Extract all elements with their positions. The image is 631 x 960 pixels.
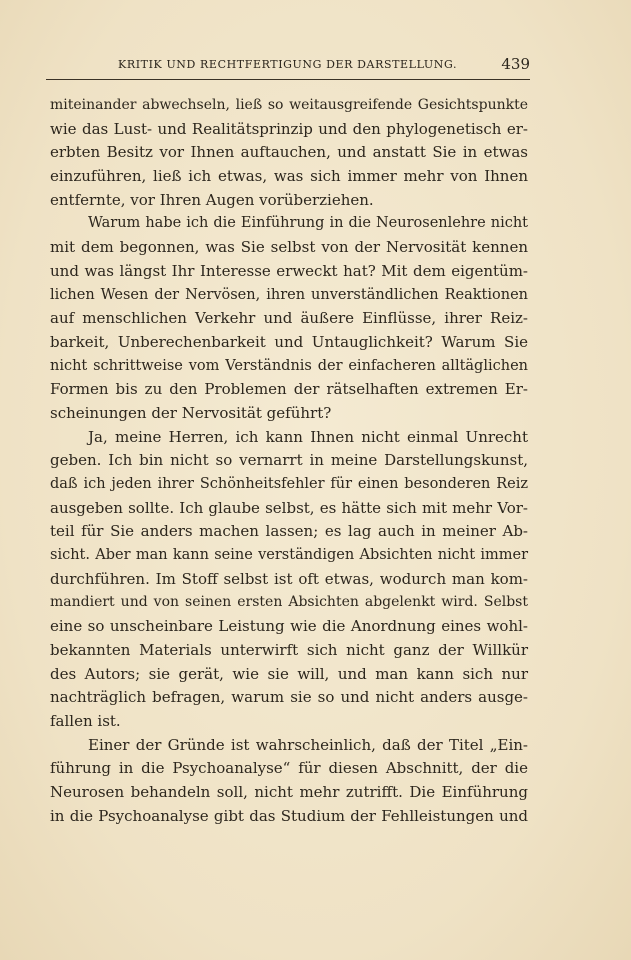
text-line: durchführen. Im Stoff selbst ist oft etwas, wodurch man kom- [50,569,528,588]
text-line: in die Psychoanalyse gibt das Studium der Fehlleistungen und [50,806,528,825]
text-line: sicht. Aber man kann seine verständigen Absichten nicht immer [50,547,528,564]
text-line: Neurosen behandeln soll, nicht mehr zutrifft. Die Einführung [50,782,528,801]
text-line: geben. Ich bin nicht so vernarrt in meine Darstellungskunst, [50,451,528,470]
body-text [50,94,528,828]
text-line: barkeit, Unberechenbarkeit und Untauglichkeit? Warum Sie [50,332,528,351]
text-line: des Autors; sie gerät, wie sie will, und man kann sich nur [50,664,528,683]
text-line: nachträglich befragen, warum sie so und nicht anders ausge- [50,688,528,707]
text-line: ausgeben sollte. Ich glaube selbst, es hätte sich mit mehr Vor- [50,498,528,517]
text-line: führung in die Psychoanalyse“ für diesen Abschnitt, der die [50,759,528,778]
text-line: einzuführen, ließ ich etwas, was sich immer mehr von Ihnen [50,167,528,186]
text-line: teil für Sie anders machen lassen; es lag auch in meiner Ab- [50,522,528,541]
text-line: wie das Lust- und Realitätsprinzip und den phylogenetisch er- [50,119,528,138]
text-line: Ja, meine Herren, ich kann Ihnen nicht einmal Unrecht [88,427,528,446]
text-line: miteinander abwechseln, ließ so weitausgreifende Gesichtspunkte [50,97,528,113]
text-line: und was längst Ihr Interesse erweckt hat? Mit dem eigentüm- [50,261,528,280]
page-number: 439 [501,55,530,73]
text-line: Einer der Gründe ist wahrscheinlich, daß der Titel „Ein- [88,735,528,754]
text-line: eine so unscheinbare Leistung wie die Anordnung eines wohl- [50,617,528,636]
text-line: lichen Wesen der Nervösen, ihren unverständlichen Reaktionen [50,286,528,303]
text-line: erbten Besitz vor Ihnen auftauchen, und anstatt Sie in etwas [50,143,528,162]
text-line: mit dem begonnen, was Sie selbst von der Nervosität kennen [50,238,528,257]
running-title: KRITIK UND RECHTFERTIGUNG DER DARSTELLUNG. [118,58,458,71]
running-header [46,55,530,78]
text-line: nicht schrittweise vom Verständnis der einfacheren alltäglichen [50,357,528,374]
text-line: auf menschlichen Verkehr und äußere Einflüsse, ihrer Reiz- [50,309,528,328]
text-line: entfernte, vor Ihren Augen vorüberziehen. [50,190,374,209]
text-line: bekannten Materials unterwirft sich nicht ganz der Willkür [50,640,528,659]
header-rule [46,79,530,80]
text-line: daß ich jeden ihrer Schönheitsfehler für einen besonderen Reiz [50,476,528,492]
text-line: mandiert und von seinen ersten Absichten abgelenkt wird. Selbst [50,594,528,611]
text-line: Formen bis zu den Problemen der rätselhaften extremen Er- [50,380,528,399]
text-line: scheinungen der Nervosität geführt? [50,403,332,422]
text-line: fallen ist. [50,711,121,730]
text-line: Warum habe ich die Einführung in die Neurosenlehre nicht [88,215,528,232]
